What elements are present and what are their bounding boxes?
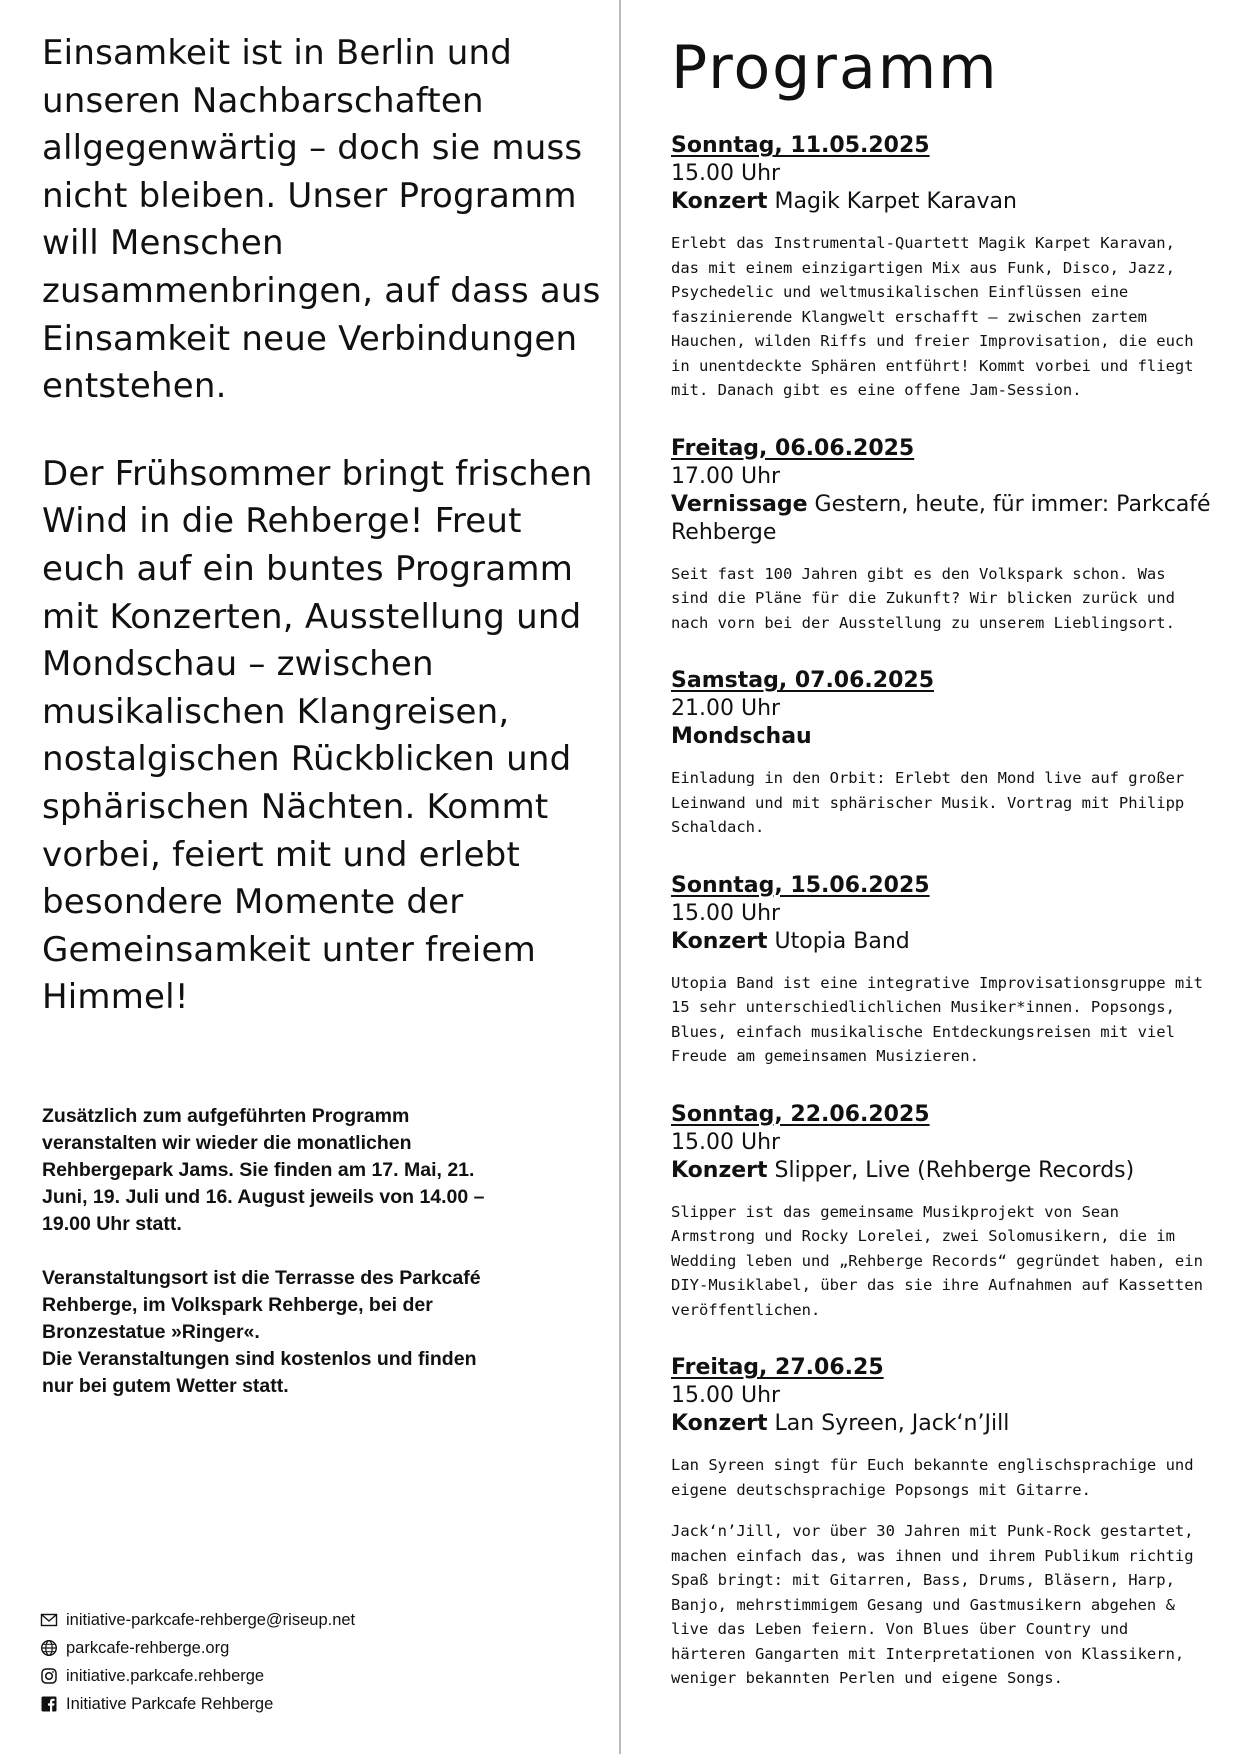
intro-paragraph-loneliness: Einsamkeit ist in Berlin und unseren Nachbarschaften allgegenwärtig – doch sie muss nicht bleiben. Unser Programm will Menschen zusammenbringen, auf dass aus Einsamkeit neue Verbindungen entstehen. bbox=[42, 33, 601, 407]
contact-website[interactable] bbox=[40, 1634, 560, 1662]
event-type: Konzert bbox=[671, 189, 768, 214]
event-name: Gestern, heute, für immer: Parkcafé Rehberge bbox=[671, 491, 1211, 545]
left-column bbox=[42, 30, 607, 1062]
event-type: Konzert bbox=[671, 1411, 768, 1436]
event-time: 15.00 Uhr bbox=[671, 161, 781, 186]
email-address[interactable]: initiative-parkcafe-rehberge@riseup.net bbox=[66, 1610, 356, 1629]
event-time: 15.00 Uhr bbox=[671, 900, 781, 926]
contact-instagram[interactable] bbox=[40, 1662, 560, 1690]
event-type: Vernissage bbox=[671, 491, 808, 517]
event-type: Mondschau bbox=[671, 724, 812, 749]
event-item bbox=[671, 667, 1211, 840]
event-time: 21.00 Uhr bbox=[671, 696, 781, 721]
venue-note bbox=[42, 1265, 512, 1400]
event-date: Freitag, 06.06.2025 bbox=[671, 435, 915, 461]
event-time: 15.00 Uhr bbox=[671, 1129, 781, 1155]
event-date: Samstag, 07.06.2025 bbox=[671, 668, 935, 693]
event-description: Lan Syreen singt für Euch bekannte englischsprachige und eigene deutschsprachige Popsongs mit Gitarre. bbox=[671, 1456, 1194, 1499]
program-column bbox=[671, 28, 1211, 1723]
event-description: Utopia Band ist eine integrative Improvisationsgruppe mit 15 sehr unterschiedlichlichen Musiker*innen. Popsongs, Blues, einfach musikalische Entdeckungsreisen mit viel Freude am gemeinsamen Musizieren. bbox=[671, 973, 1203, 1065]
event-date: Sonntag, 22.06.2025 bbox=[671, 1101, 930, 1127]
instagram-handle[interactable]: initiative.parkcafe.rehberge bbox=[66, 1666, 265, 1685]
instagram-icon bbox=[40, 1667, 58, 1685]
intro-text bbox=[42, 30, 607, 1022]
contact-facebook[interactable] bbox=[40, 1690, 560, 1718]
event-date: Sonntag, 11.05.2025 bbox=[671, 133, 930, 158]
event-date: Freitag, 27.06.25 bbox=[671, 1355, 884, 1380]
event-description: Jack‘n’Jill, vor über 30 Jahren mit Punk-Rock gestartet, machen einfach das, was ihnen und ihrem Publikum richtig Spaß bringt: mit Gitarren, Bass, Drums, Bläsern, Harp, Banjo, mehrstimmigem Gesang und Gastmusikern abgehen & live das Leben feiern. Von Blues über Country und härteren Gangarten mit Interpretationen von Klassikern, weniger bekannten Perlen und eigene Songs. bbox=[671, 1522, 1194, 1687]
event-heading bbox=[671, 723, 1211, 751]
event-description: Einladung in den Orbit: Erlebt den Mond live auf großer Leinwand und mit sphärischer Musik. Vortrag mit Philipp Schaldach. bbox=[671, 769, 1185, 836]
event-heading bbox=[671, 928, 1211, 956]
event-heading bbox=[671, 1157, 1211, 1185]
event-type: Konzert bbox=[671, 1157, 768, 1183]
event-item bbox=[671, 435, 1211, 636]
event-description: Seit fast 100 Jahren gibt es den Volkspark schon. Was sind die Pläne für die Zukunft? Wir blicken zurück und nach vorn bei der Ausstellung zu unserem Lieblingsort. bbox=[671, 564, 1175, 632]
event-heading bbox=[671, 188, 1211, 216]
event-item bbox=[671, 132, 1211, 403]
venue-text: Veranstaltungsort ist die Terrasse des Parkcafé Rehberge, im Volkspark Rehberge, bei der Bronzestatue »Ringer«. bbox=[42, 1267, 481, 1343]
event-name: Magik Karpet Karavan bbox=[774, 189, 1017, 214]
event-date: Sonntag, 15.06.2025 bbox=[671, 872, 930, 898]
event-heading bbox=[671, 491, 1211, 547]
intro-paragraph-summer: Der Frühsommer bringt frischen Wind in die Rehberge! Freut euch auf ein buntes Programm mit Konzerten, Ausstellung und Mondschau – zwischen musikalischen Klangreisen, nostalgischen Rückblicken und sphärischen Nächten. Kommt vorbei, feiert mit und erlebt besondere Momente der Gemeinsamkeit unter freiem Himmel! bbox=[42, 453, 593, 1018]
event-heading bbox=[671, 1410, 1211, 1438]
column-divider bbox=[619, 0, 621, 1754]
program-title: Programm bbox=[671, 33, 999, 103]
facebook-page[interactable]: Initiative Parkcafe Rehberge bbox=[66, 1694, 274, 1713]
event-name: Slipper, Live (Rehberge Records) bbox=[774, 1157, 1135, 1183]
event-time: 15.00 Uhr bbox=[671, 1383, 781, 1408]
event-description: Slipper ist das gemeinsame Musikprojekt von Sean Armstrong und Rocky Lorelei, zwei Solomusikern, die im Wedding leben und „Rehberge Records“ gegründet haben, ein DIY-Musiklabel, über das sie ihre Aufnahmen auf Kassetten veröffentlichen. bbox=[671, 1202, 1203, 1319]
mail-icon bbox=[40, 1611, 58, 1629]
facebook-icon bbox=[40, 1695, 58, 1713]
contact-email[interactable] bbox=[40, 1606, 560, 1634]
free-text: Die Veranstaltungen sind kostenlos und finden nur bei gutem Wetter statt. bbox=[42, 1348, 477, 1397]
contact-list bbox=[40, 1606, 560, 1718]
event-type: Konzert bbox=[671, 928, 768, 954]
event-description: Erlebt das Instrumental-Quartett Magik Karpet Karavan, das mit einem einzigartigen Mix aus Funk, Disco, Jazz, Psychedelic und weltmusikalischen Einflüssen eine faszinierende Klangwelt erschafft – zwischen zartem Hauchen, wilden Riffs und freier Improvisation, die euch in unentdeckte Sphären entführt! Kommt vorbei und fliegt mit. Danach gibt es eine offene Jam-Session. bbox=[671, 234, 1194, 399]
event-item bbox=[671, 872, 1211, 1069]
event-item bbox=[671, 1354, 1211, 1691]
globe-icon bbox=[40, 1639, 58, 1657]
event-name: Utopia Band bbox=[774, 928, 910, 954]
event-time: 17.00 Uhr bbox=[671, 463, 781, 489]
jams-note: Zusätzlich zum aufgeführten Programm veranstalten wir wieder die monatlichen Rehbergepark Jams. Sie finden am 17. Mai, 21. Juni, 19. Juli und 16. August jeweils von 14.00 – 19.00 Uhr statt. bbox=[42, 1105, 485, 1235]
info-notes bbox=[42, 1103, 512, 1427]
event-item bbox=[671, 1101, 1211, 1323]
event-name: Lan Syreen, Jack‘n’Jill bbox=[774, 1411, 1010, 1436]
website-link[interactable]: parkcafe-rehberge.org bbox=[66, 1638, 230, 1657]
